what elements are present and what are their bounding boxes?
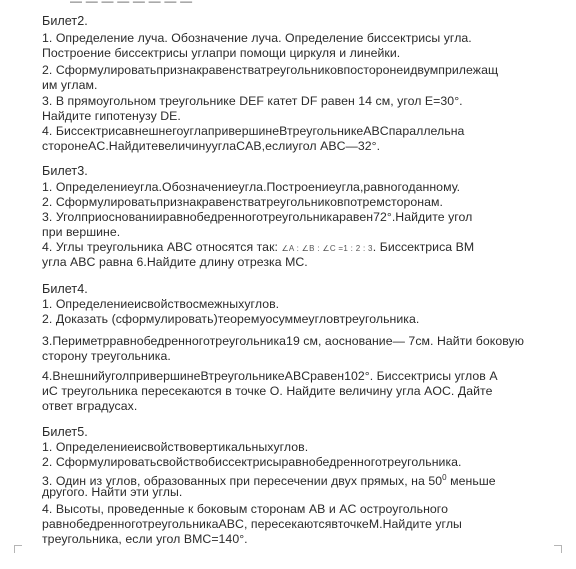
ticket-3-line-4-start: 4. Углы треугольника ABC относятся так: (42, 240, 278, 254)
ticket-4-line: 1. Определениеисвойствосмежныхуглов. (42, 297, 280, 311)
ticket-5-line: 1. Определениеисвойствовертикальныхуглов. (42, 440, 309, 454)
ticket-4-line: 3.Периметрравнобедренноготреугольника19 см, аоснование— 7см. Найти боковую (42, 334, 524, 348)
page-corner-mark-right (554, 545, 562, 553)
ticket-2-line: 1. Определение луча. Обозначение луча. Определение биссектрисы угла. (42, 31, 472, 45)
ticket-3-line: при вершине. (42, 225, 121, 239)
ticket-2-line: 4. БиссектрисавнешнегоуглапривершинеВтреугольникеABCпараллельна (42, 124, 465, 138)
ticket-5-line: 2. Сформулироватьсвойствобиссектрисыравнобедренноготреугольника. (42, 455, 462, 469)
ticket-3-line-4 (42, 240, 474, 256)
ticket-2-line: им углам. (42, 78, 98, 92)
ticket-3-line: 2. Сформулироватьпризнакравенстватреугольниковпотремсторонам. (42, 195, 443, 209)
ticket-2-title: Билет2. (42, 14, 88, 28)
ticket-4-title: Билет4. (42, 282, 88, 296)
ticket-5-line: 4. Высоты, проведенные к боковым сторонам AB и AC остроугольного (42, 502, 448, 516)
ticket-5-line-3-start: 3. Один из углов, образованных при пересечении двух прямых, на 50 (42, 474, 443, 488)
ticket-2-line: 3. В прямоугольном треугольнике DEF катет DF равен 14 см, угол E=30°. (42, 94, 463, 108)
angle-ratio-formula: ∠A : ∠B : ∠C =1 : 2 : 3 (281, 244, 373, 253)
ticket-4-line: 4.ВнешнийуголпривершинеВтреугольникеABCравен102°. Биссектрисы углов A (42, 369, 498, 383)
ticket-3-line-4-end: . Биссектриса BM (372, 240, 475, 254)
ticket-5-line: другого. Найти эти углы. (42, 485, 183, 499)
page-corner-mark-left (14, 545, 22, 553)
ticket-4-line: иC треугольника пересекаются в точке O. Найдите величину угла AOC. Дайте (42, 384, 493, 398)
degree-superscript: 0 (442, 473, 447, 482)
ticket-4-line: сторону треугольника. (42, 349, 171, 363)
ticket-3-line: 3. Уголприоснованииравнобедренноготреугольникаравен72°.Найдите угол (42, 210, 473, 224)
ticket-4-line: ответ вградусах. (42, 399, 138, 413)
ticket-5-line-3-end: меньше (446, 474, 496, 488)
ticket-2-line: 2. Сформулироватьпризнакравенстватреугольниковпосторонеидвумприлежащ (42, 63, 499, 77)
ticket-2-line: сторонеAC.НайдитевеличинууглаCAB,еслиугол ABC—32°. (42, 139, 381, 153)
ticket-4-line: 2. Доказать (сформулировать)теоремуосуммеугловтреугольника. (42, 312, 420, 326)
ticket-5-line: равнобедренноготреугольникаABC, пересекаютсявточкеM.Найдите углы (42, 517, 462, 531)
ticket-5-title: Билет5. (42, 425, 88, 439)
cut-off-top-text: — — — — — — — — (70, 0, 193, 8)
ticket-3-title: Билет3. (42, 164, 88, 178)
ticket-3-line: 1. Определениеугла.Обозначениеугла.Построениеугла,равногоданному. (42, 180, 461, 194)
ticket-3-line: угла ABC равна 6.Найдите длину отрезка MC. (42, 255, 308, 269)
ticket-5-line: треугольника, если угол BMC=140°. (42, 532, 248, 546)
ticket-2-line: Построение биссектрисы углапри помощи циркуля и линейки. (42, 46, 401, 60)
ticket-2-line: Найдите гипотенузу DE. (42, 109, 181, 123)
